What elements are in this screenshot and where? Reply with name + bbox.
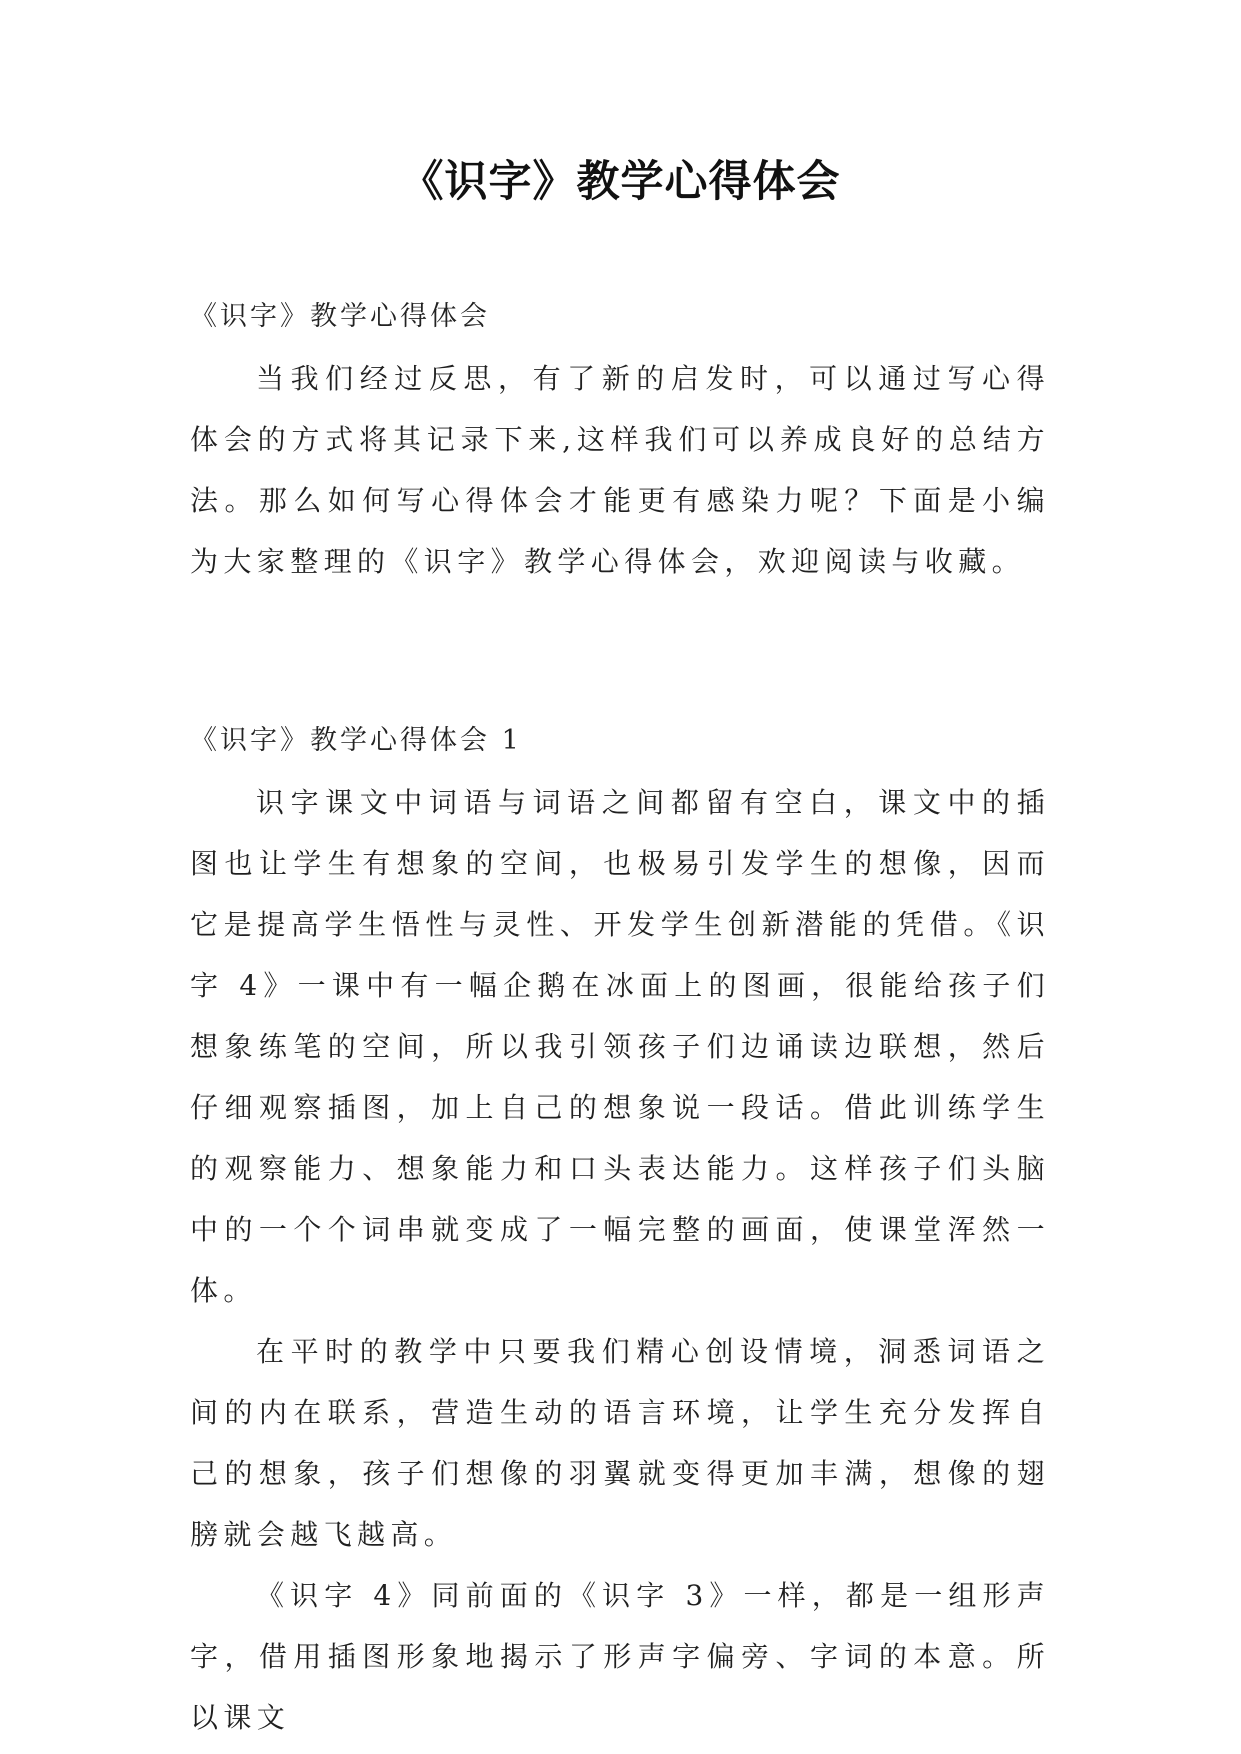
intro-heading: 《识字》教学心得体会 bbox=[190, 301, 490, 332]
section-1-heading: 《识字》教学心得体会 1 bbox=[190, 725, 522, 756]
document-title: 《识字》教学心得体会 bbox=[400, 157, 841, 207]
section-1-paragraph-1: 识字课文中词语与词语之间都留有空白，课文中的插图也让学生有想象的空间，也极易引发学生的想像，因而它是提高学生悟性与灵性、开发学生创新潜能的凭借。《识字 4》一课中有一幅企鹅在冰面上的图画，很能给孩子们想象练笔的空间，所以我引领孩子们边诵读边联想，然后仔细观察插图，加上自己的想象说一段话。借此训练学生的观察能力、想象能力和口头表达能力。这样孩子们头脑中的一个个词串就变成了一幅完整的画面，使课堂浑然一体。 bbox=[190, 786, 1050, 1307]
section-1-paragraph-2: 在平时的教学中只要我们精心创设情境，洞悉词语之间的内在联系，营造生动的语言环境，让学生充分发挥自己的想象，孩子们想像的羽翼就变得更加丰满，想像的翅膀就会越飞越高。 bbox=[190, 1335, 1050, 1551]
section-spacer bbox=[190, 592, 1050, 710]
intro-paragraph: 当我们经过反思，有了新的启发时，可以通过写心得体会的方式将其记录下来,这样我们可以养成良好的总结方法。那么如何写心得体会才能更有感染力呢？下面是小编为大家整理的《识字》教学心得体会，欢迎阅读与收藏。 bbox=[190, 362, 1050, 578]
document-body bbox=[190, 286, 1050, 1748]
section-1-paragraph-3: 《识字 4》同前面的《识字 3》一样，都是一组形声字，借用插图形象地揭示了形声字偏旁、字词的本意。所以课文 bbox=[190, 1579, 1050, 1734]
